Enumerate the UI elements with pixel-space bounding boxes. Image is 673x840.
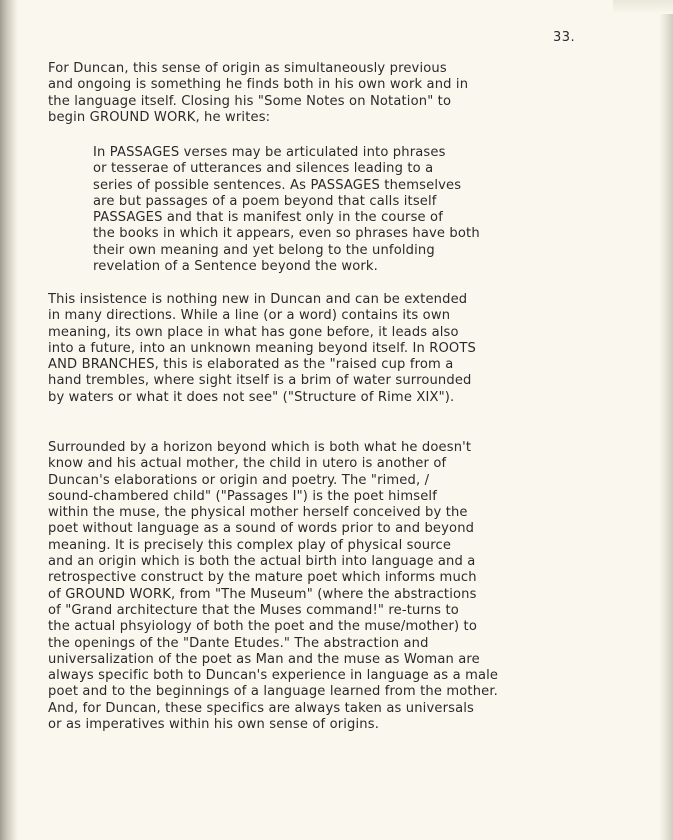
- text-line: or as imperatives within his own sense of origins.: [48, 717, 380, 733]
- text-line: and an origin which is both the actual birth into language and a: [48, 554, 476, 570]
- quote-line: PASSAGES and that is manifest only in the course of: [93, 210, 443, 226]
- text-line: poet and to the beginnings of a language learned from the mother.: [48, 684, 498, 700]
- quote-line: are but passages of a poem beyond that calls itself: [93, 193, 437, 209]
- text-line: always specific both to Duncan's experience in language as a male: [48, 668, 499, 684]
- text-line: AND BRANCHES, this is elaborated as the "raised cup from a: [48, 357, 454, 373]
- text-line: the actual phsyiology of both the poet and the muse/mother) to: [48, 619, 477, 635]
- text-line: hand trembles, where sight itself is a brim of water surrounded: [48, 373, 472, 389]
- text-line: sound-chambered child" ("Passages I") is the poet himself: [48, 488, 437, 504]
- text-line: meaning, its own place in what has gone before, it leads also: [48, 324, 459, 340]
- text-line: within the muse, the physical mother herself conceived by the: [48, 505, 468, 521]
- text-line: of "Grand architecture that the Muses command!" re-turns to: [48, 602, 459, 618]
- quote-line: In PASSAGES verses may be articulated into phrases: [93, 145, 446, 160]
- text-line: And, for Duncan, these specifics are always taken as universals: [48, 700, 475, 716]
- text-line: universalization of the poet as Man and the muse as Woman are: [48, 651, 480, 667]
- text-line: This insistence is nothing new in Duncan and can be extended: [48, 292, 468, 307]
- quote-line: or tesserae of utterances and silences leading to a: [93, 161, 434, 177]
- text-line: the openings of the "Dante Etudes." The abstraction and: [48, 635, 429, 651]
- block-quote: [93, 145, 583, 275]
- text-line: know and his actual mother, the child in utero is another of: [48, 456, 447, 472]
- page-number: 33.: [553, 30, 576, 45]
- paragraph-1: [48, 61, 588, 126]
- quote-line: series of possible sentences. As PASSAGES themselves: [93, 177, 462, 193]
- text-line: Duncan's elaborations or origin and poetry. The "rimed, /: [48, 472, 430, 488]
- text-line: retrospective construct by the mature poet which informs much: [48, 570, 477, 586]
- quote-line: their own meaning and yet belong to the unfolding: [93, 242, 435, 258]
- binding-gutter-shadow: [0, 0, 18, 840]
- paragraph-2: [48, 292, 588, 406]
- text-line: in many directions. While a line (or a word) contains its own: [48, 308, 451, 324]
- paragraph-3: [48, 440, 588, 733]
- text-line: Surrounded by a horizon beyond which is both what he doesn't: [48, 440, 472, 455]
- text-line: the language itself. Closing his "Some Notes on Notation" to: [48, 93, 452, 109]
- page-edge-shadow: [659, 0, 673, 840]
- text-line: of GROUND WORK, from "The Museum" (where the abstractions: [48, 586, 477, 602]
- quote-line: the books in which it appears, even so phrases have both: [93, 226, 480, 242]
- quote-line: revelation of a Sentence beyond the work.: [93, 259, 378, 275]
- text-line: and ongoing is something he finds both in his own work and in: [48, 77, 469, 93]
- page-corner-fold: [613, 0, 673, 14]
- text-line: into a future, into an unknown meaning beyond itself. In ROOTS: [48, 340, 476, 356]
- text-line: For Duncan, this sense of origin as simultaneously previous: [48, 61, 447, 76]
- text-line: poet without language as a sound of words prior to and beyond: [48, 521, 475, 537]
- text-line: by waters or what it does not see" ("Structure of Rime XIX").: [48, 389, 455, 405]
- text-line: meaning. It is precisely this complex play of physical source: [48, 537, 452, 553]
- text-line: begin GROUND WORK, he writes:: [48, 109, 271, 125]
